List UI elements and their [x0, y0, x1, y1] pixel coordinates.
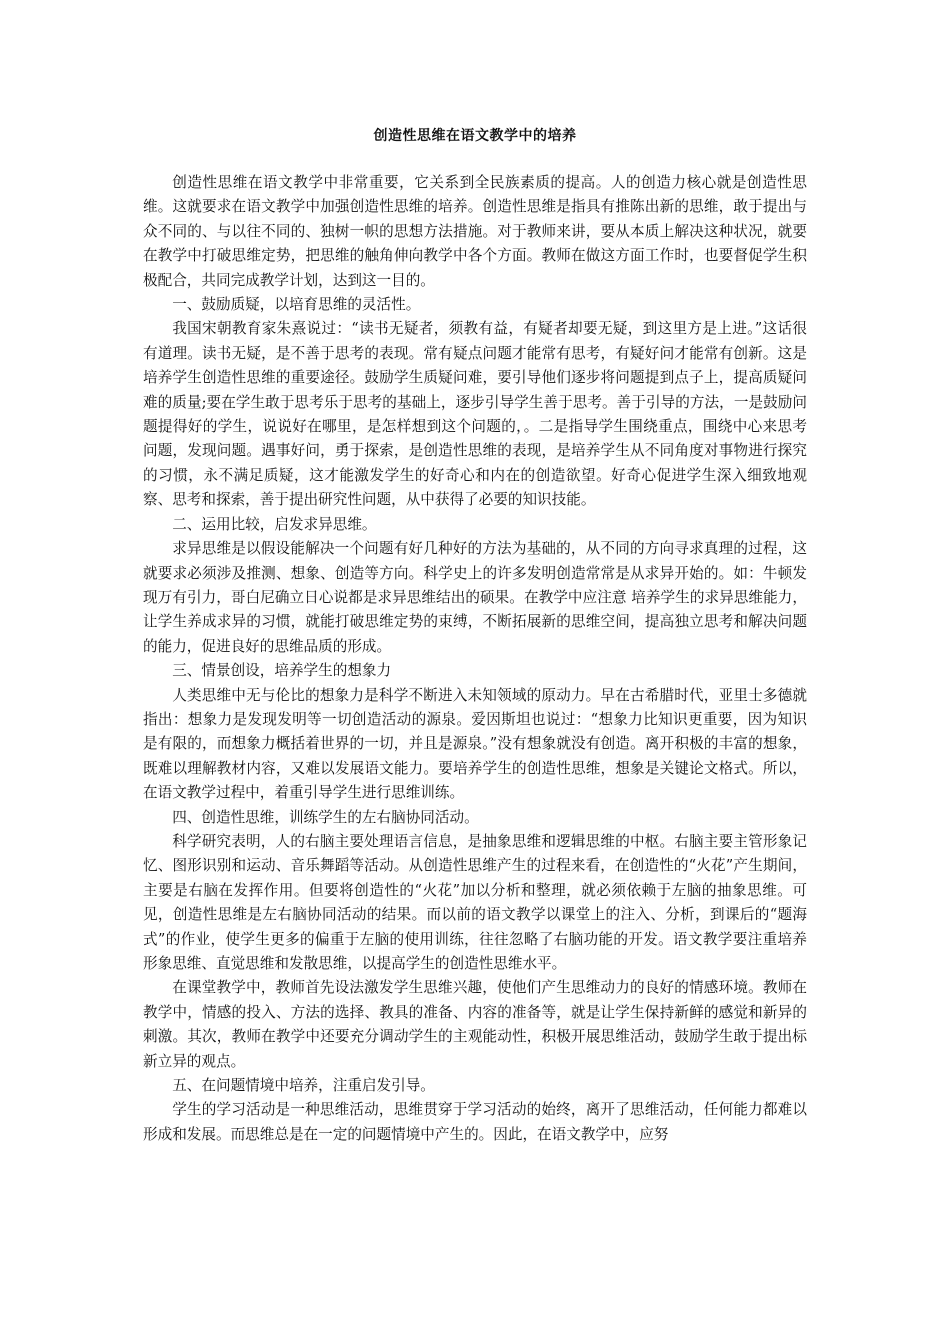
section-heading-1: 一、鼓励质疑，以培育思维的灵活性。 [172, 296, 421, 314]
paragraph-section-4b: 在课堂教学中，教师首先设法激发学生思维兴趣，使他们产生思维动力的良好的情感环境。教师在教学中，情感的投入、方法的选择、教具的准备、内容的准备等，就是让学生保持新鲜的感觉和新异的刺激。其次，教师在教学中还要充分调动学生的主观能动性，积极开展思维活动，鼓励学生敢于提出标新立异的观点。 [143, 979, 807, 1070]
document-page [143, 126, 807, 1147]
paragraph-section-1: 我国宋朝教育家朱熹说过：“读书无疑者，须教有益，有疑者却要无疑，到这里方是上进。”这话很有道理。读书无疑，是不善于思考的表现。常有疑点问题才能常有思考，有疑好问才能常有创新。这是培养学生创造性思维的重要途径。鼓励学生质疑问难，要引导他们逐步将问题提到点子上，提高质疑问难的质量;要在学生敢于思考乐于思考的基础上，逐步引导学生善于思考。善于引导的方法，一是鼓励问题提得好的学生，说说好在哪里，是怎样想到这个问题的，。二是指导学生围绕重点，围绕中心来思考问题，发现问题。遇事好问，勇于探索，是创造性思维的表现，是培养学生从不同角度对事物进行探究的习惯，永不满足质疑，这才能激发学生的好奇心和内在的创造欲望。好奇心促进学生深入细致地观察、思考和探索，善于提出研究性问题，从中获得了必要的知识技能。 [143, 320, 807, 509]
paragraph-section-5: 学生的学习活动是一种思维活动，思维贯穿于学习活动的始终，离开了思维活动，任何能力都难以形成和发展。而思维总是在一定的问题情境中产生的。因此，在语文教学中，应努 [143, 1101, 807, 1143]
paragraph-intro: 创造性思维在语文教学中非常重要，它关系到全民族素质的提高。人的创造力核心就是创造性思维。这就要求在语文教学中加强创造性思维的培养。创造性思维是指具有推陈出新的思维，敢于提出与众不同的、与以往不同的、独树一帜的思想方法措施。对于教师来讲，要从本质上解决这种状况，就要在教学中打破思维定势，把思维的触角伸向教学中各个方面。教师在做这方面工作时，也要督促学生积极配合，共同完成教学计划，达到这一目的。 [143, 174, 807, 289]
document-body [143, 171, 807, 1147]
paragraph-section-3: 人类思维中无与伦比的想象力是科学不断进入未知领域的原动力。早在古希腊时代，亚里士多德就指出：想象力是发现发明等一切创造活动的源泉。爱因斯坦也说过：“想象力比知识更重要，因为知识是有限的，而想象力概括着世界的一切，并且是源泉。”没有想象就没有创造。离开积极的丰富的想象，既难以理解教材内容，又难以发展语文能力。要培养学生的创造性思维，想象是关键论文格式。所以，在语文教学过程中，着重引导学生进行思维训练。 [143, 686, 807, 802]
section-heading-2: 二、运用比较，启发求异思维。 [172, 515, 377, 533]
paragraph-section-2: 求异思维是以假设能解决一个问题有好几种好的方法为基础的，从不同的方向寻求真理的过程，这就要求必须涉及推测、想象、创造等方向。科学史上的许多发明创造常常是从求异开始的。如：牛顿发现万有引力，哥白尼确立日心说都是求异思维结出的硕果。在教学中应注意 培养学生的求异思维能力，让学生养成求异的习惯，就能打破思维定势的束缚，不断拓展新的思维空间，提高独立思考和解决问题的能力，促进良好的思维品质的形成。 [143, 540, 807, 655]
paragraph-section-4a: 科学研究表明，人的右脑主要处理语言信息，是抽象思维和逻辑思维的中枢。右脑主要主管形象记忆、图形识别和运动、音乐舞蹈等活动。从创造性思维产生的过程来看，在创造性的“火花”产生期间，主要是右脑在发挥作用。但要将创造性的“火花”加以分析和整理，就必须依赖于左脑的抽象思维。可见，创造性思维是左右脑协同活动的结果。而以前的语文教学以课堂上的注入、分析，到课后的“题海式”的作业，使学生更多的偏重于左脑的使用训练，往往忽略了右脑功能的开发。语文教学要注重培养形象思维、直觉思维和发散思维，以提高学生的创造性思维水平。 [143, 832, 807, 972]
section-heading-3: 三、情景创设，培养学生的想象力 [172, 662, 392, 680]
section-heading-5: 五、在问题情境中培养，注重启发引导。 [172, 1077, 435, 1095]
document-title: 创造性思维在语文教学中的培养 [373, 128, 577, 144]
section-heading-4: 四、创造性思维，训练学生的左右脑协同活动。 [172, 808, 479, 826]
